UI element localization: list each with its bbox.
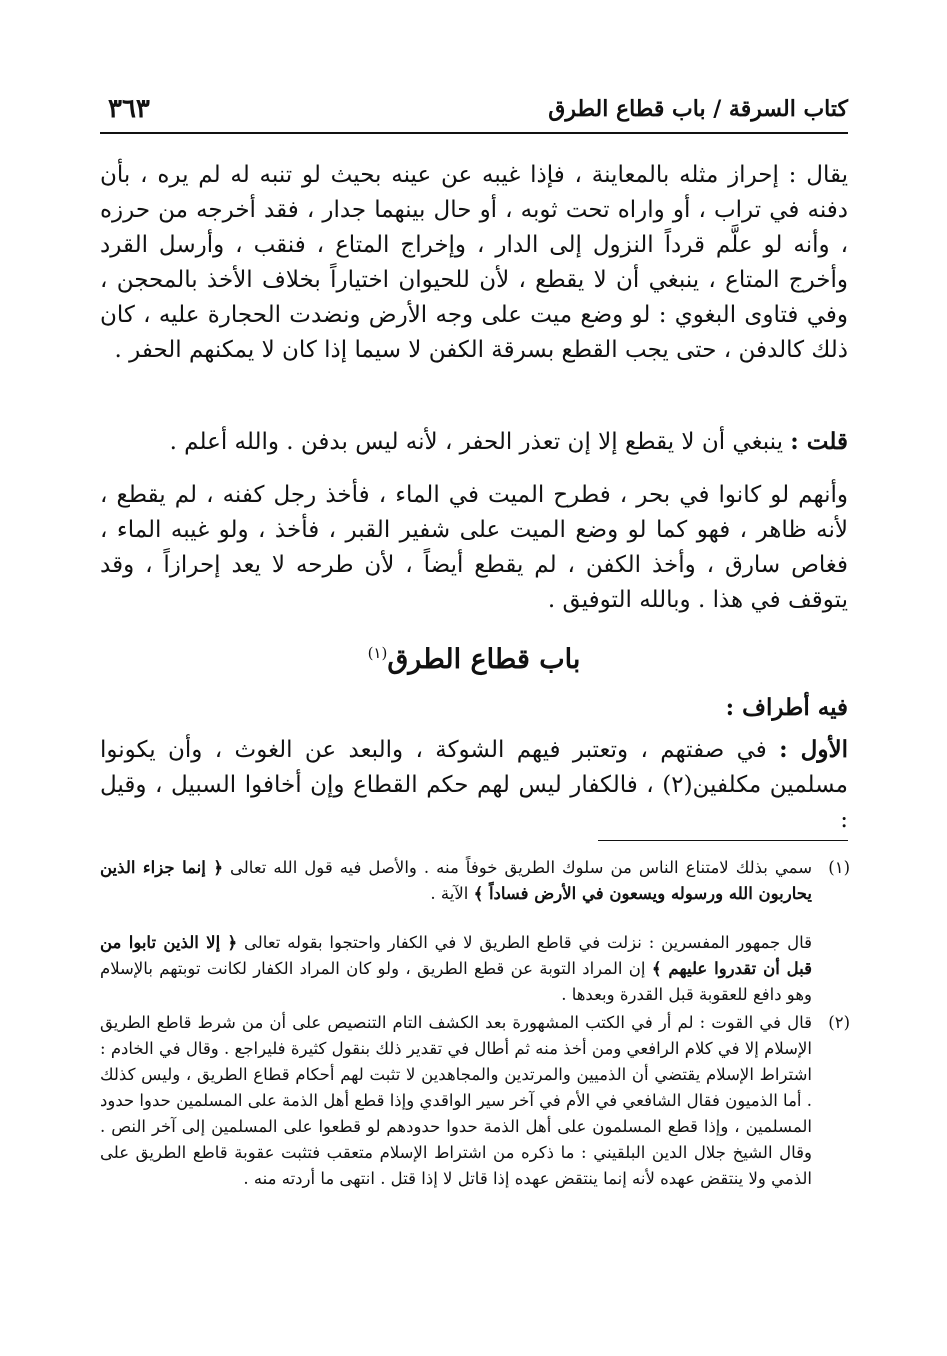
paragraph-1: يقال : إحراز مثله بالمعاينة ، فإذا غيبه عن عينه بحيث لو تنبه له لم يره ، بأن دفنه في تراب ، أو واراه تحت ثوبه ، أو حال بينهما جدار ، فقد أخرجه من حرزه ، وأنه لو علَّم قرداً النزول إلى الدار ، وإخراج المتاع ، فنقب ، وأرسل القرد وأخرج المتاع ، ينبغي أن لا يقطع ، لأن للحيوان اختياراً بخلاف الأخذ بالمحجن ، وفي فتاوى البغوي : لو وضع ميت على وجه الأرض ونضدت الحجارة عليه ، كان ذلك كالدفن ، حتى يجب القطع بسرقة الكفن لا سيما إذا كان لا يمكنهم الحفر . [100,162,848,363]
paragraph-3: وأنهم لو كانوا في بحر ، فطرح الميت في الماء ، فأخذ رجل كفنه ، لم يقطع ، لأنه ظاهر ، فهو كما لو وضع الميت على شفير القبر ، فأخذ ، ولو غيبه الماء ، فغاص سارق ، وأخذ الكفن ، لم يقطع أيضاً ، لأن طرحه لا يعد إحرازاً ، وقد يتوقف في هذا . وبالله التوفيق . [100,482,848,613]
footnote-1-quran-quote-2: ﴿ إلا الذين تابوا من قبل أن تقدروا عليهم ﴾ [100,933,812,978]
first-part-lead: الأول : [779,736,848,763]
footnote-2-number: (٢) [828,1013,850,1032]
footnote-1-text-b: الآية . [430,884,474,903]
paragraph-2 [100,424,848,460]
footnote-1-text-a: سمي بذلك لامتناع الناس من سلوك الطريق خوفاً منه . والأصل فيه قول الله تعالى [230,858,813,877]
footnote-1 [100,855,850,907]
footnote-1-number: (١) [828,858,850,877]
section-intro: فيه أطراف : [725,694,848,721]
paragraph-first-part [100,732,848,838]
first-part-text: في صفتهم ، وتعتبر فيهم الشوكة ، والبعد عن الغوث ، وأن يكونوا مسلمين مكلفين(٢) ، فالكفار ليس لهم حكم القطاع وإن أخافوا السبيل ، وقيل : [100,737,848,833]
section-title-footnote-ref: (١) [367,644,388,662]
paragraph-2-text: ينبغي أن لا يقطع إلا إن تعذر الحفر ، لأنه ليس بدفن . والله أعلم . [169,429,791,455]
running-title: كتاب السرقة / باب قطاع الطرق [548,96,848,122]
section-title [100,644,848,675]
paragraph-2-lead: قلت : [790,428,848,455]
header-rule [100,132,848,134]
footnote-separator [598,840,848,841]
footnote-1-text-c: قال جمهور المفسرين : نزلت في قاطع الطريق لا في الكفار واحتجوا بقوله تعالى [244,933,812,952]
footnote-2-text: قال في القوت : لم أر في الكتب المشهورة بعد الكشف التام التنصيص على أن من شرط قاطع الطريق الإسلام إلا في كلام الرافعي ومن أخذ منه ثم أطال في تقدير ذلك بنقول كثيرة فليراجع . وقال في الخادم : اشتراط الإسلام يقتضي أن الذميين والمرتدين والمجاهدين لا تثبت لهم أحكام قطاع الطريق ، وليس كذلك . أما الذميون فقال الشافعي في الأم في آخر سير الواقدي وإذا قطع أهل الذمة على المسلمين حدوا حدود المسلمين ، وإذا قطع المسلمون على أهل الذمة حدوا حدودهم لو قطعوا على المسلمين إلى آخر النص . وقال الشيخ جلال الدين البلقيني : ما ذكره من اشتراط الإسلام متعقب فتثبت عقوبة قاطع الطريق على الذمي ولا ينتقض عهده لأنه إنما ينتقض عهده إذا قاتل لا إذا قتل . انتهى ما أردته منه . [100,1013,812,1188]
page-number: ٣٦٣ [108,94,150,124]
page-header [100,92,848,132]
footnote-1-quran-quote: ﴿ إنما جزاء الذين يحاربون الله ورسوله ويسعون في الأرض فساداً ﴾ [100,858,812,903]
section-title-text: باب قطاع الطرق [387,644,581,675]
footnote-1-continued [100,930,812,1008]
footnote-2 [100,1010,850,1192]
footnote-1-text-d: إن المراد التوبة عن قطع الطريق ، ولو كان المراد الكفار لكانت توبتهم بالإسلام وهو دافع للعقوبة قبل القدرة وبعدها . [100,959,812,1004]
